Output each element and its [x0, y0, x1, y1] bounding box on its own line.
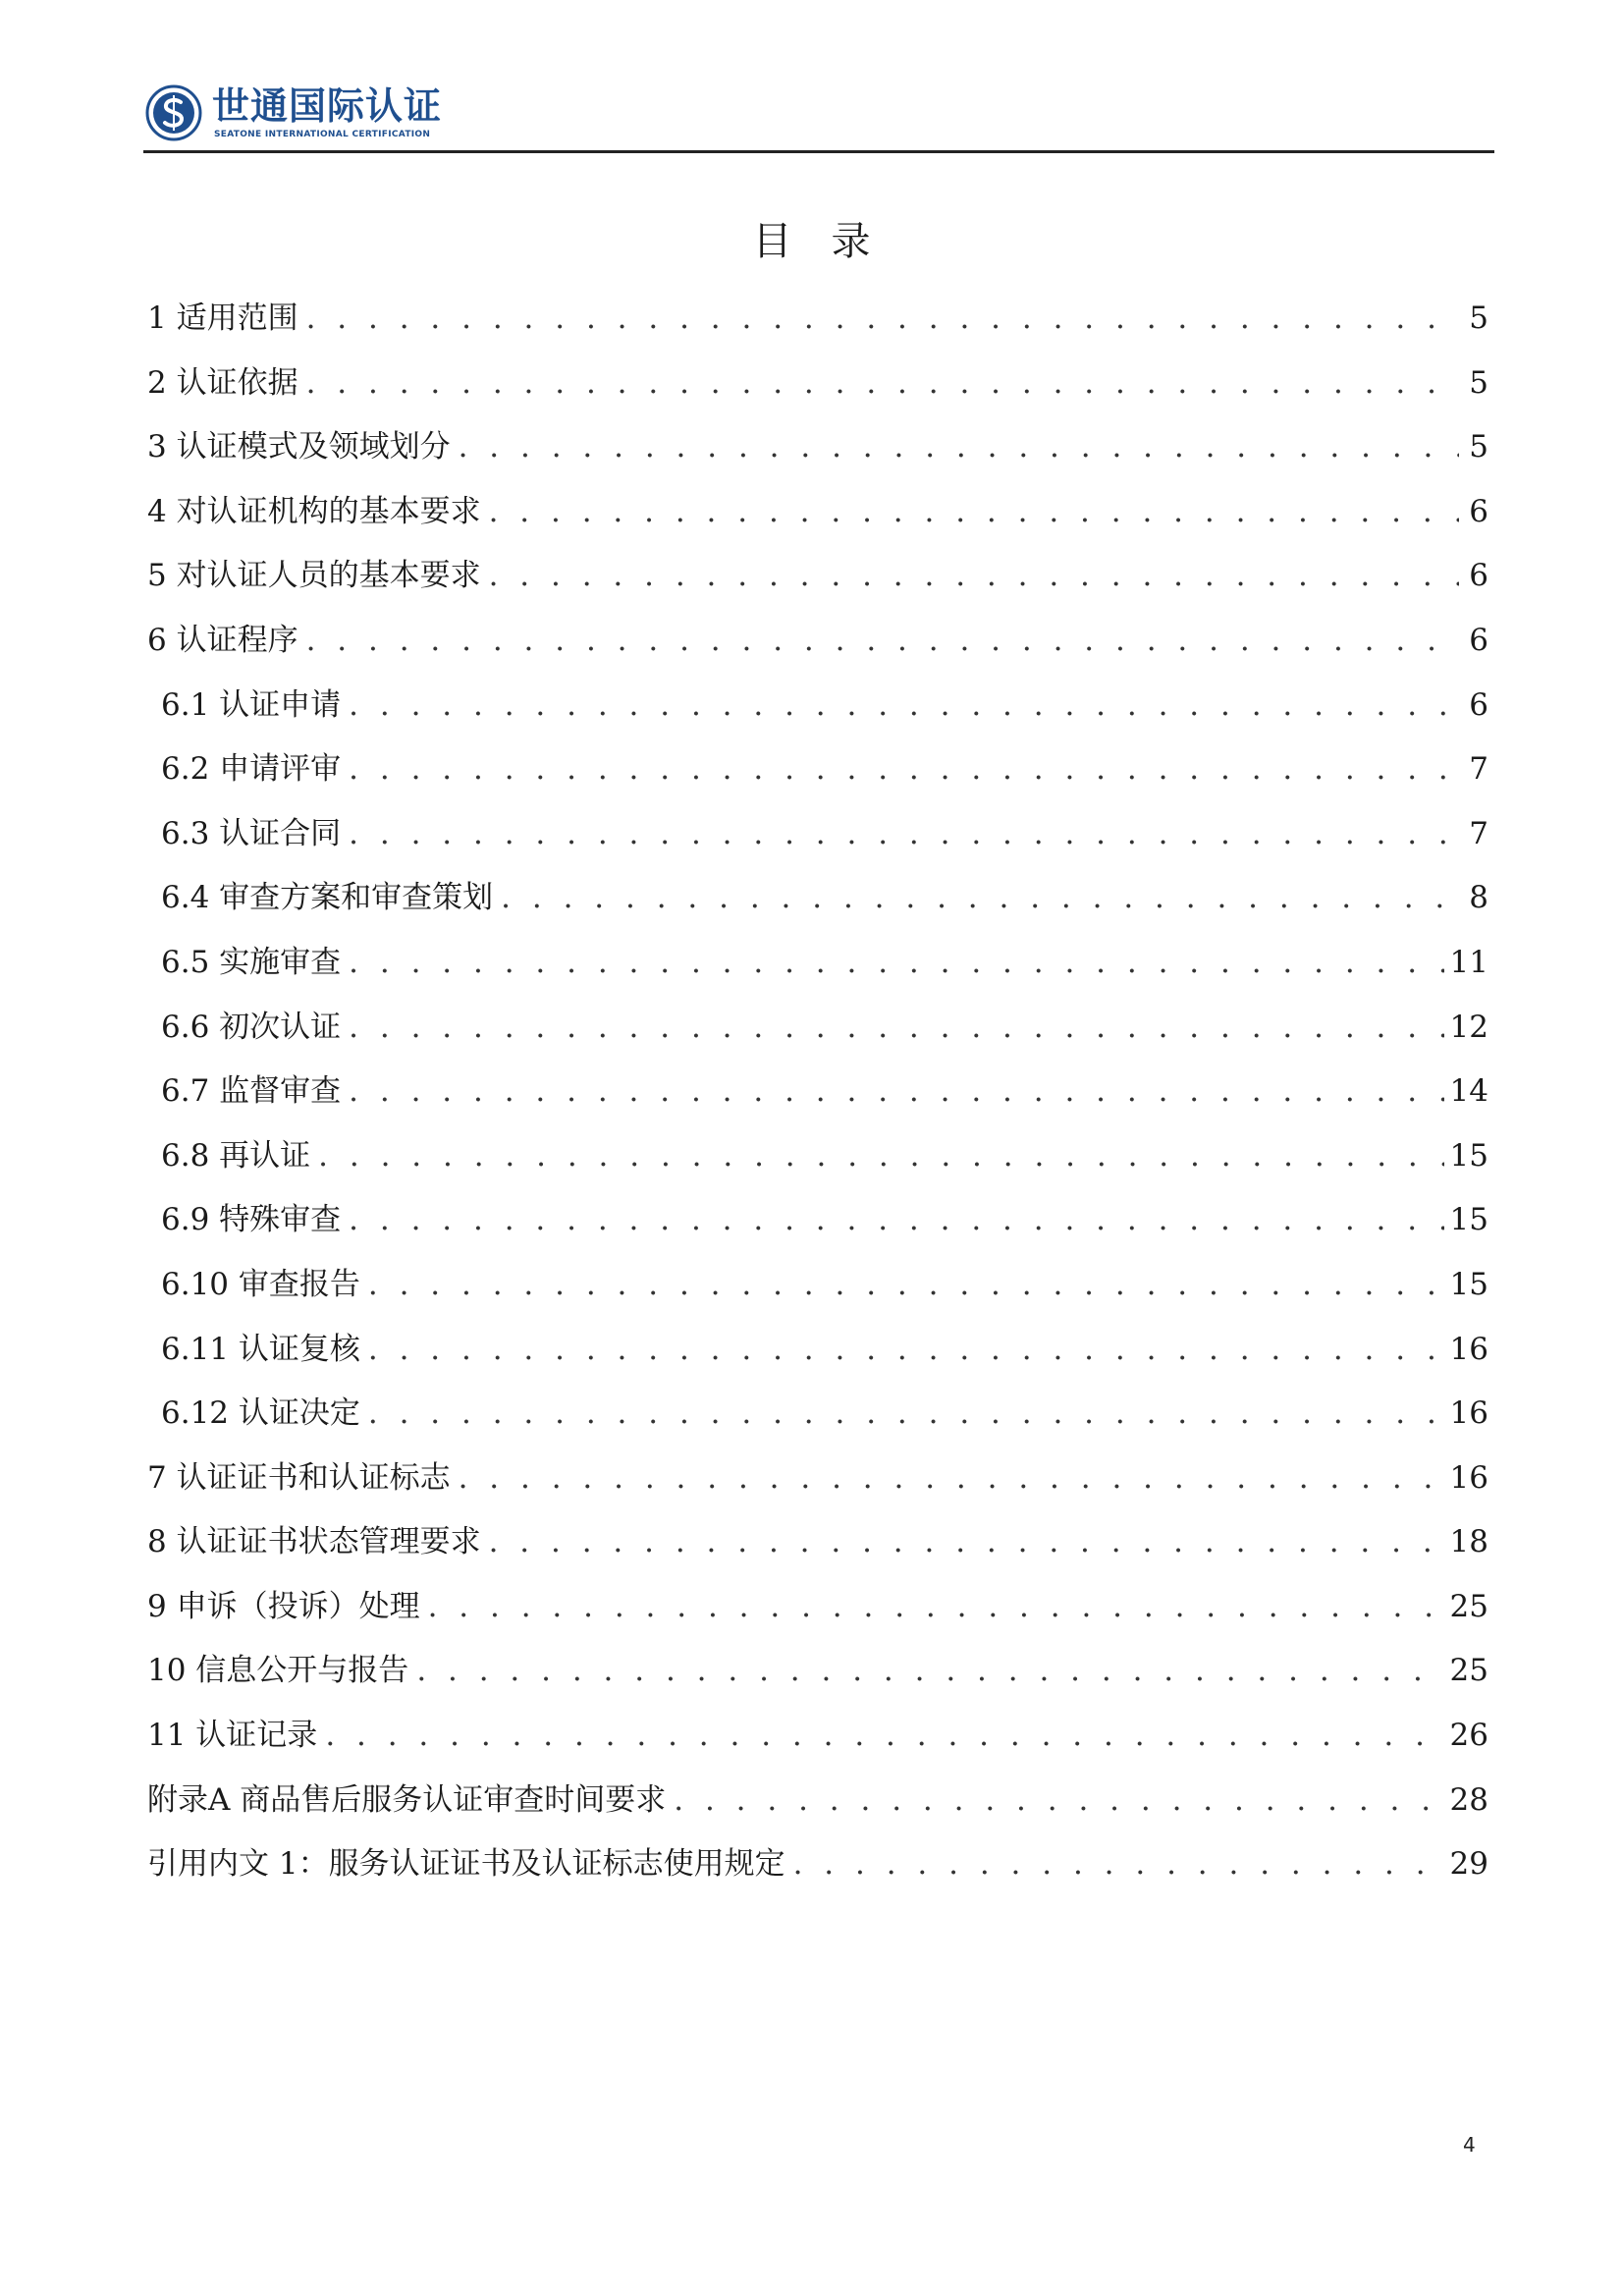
toc-entry-page: 6: [1469, 493, 1488, 529]
toc-title: 目录: [752, 219, 910, 264]
toc-entry-label: 6.2 申请评审: [161, 751, 342, 788]
toc-dot-leader: [489, 484, 1459, 539]
toc-entry-label: 6.7 监督审查: [161, 1073, 342, 1110]
toc-dot-leader: [306, 613, 1459, 668]
toc-dot-leader: [428, 1579, 1444, 1634]
toc-dot-leader: [349, 741, 1459, 796]
toc-entry-page: 25: [1449, 1588, 1488, 1624]
toc-entry-page: 15: [1449, 1202, 1488, 1238]
toc-entry-page: 26: [1449, 1718, 1488, 1754]
toc-entry[interactable]: [147, 1322, 1488, 1387]
toc-entry-page: 5: [1469, 429, 1488, 465]
toc-entry[interactable]: [147, 1514, 1488, 1579]
toc-entry-page: 14: [1449, 1073, 1488, 1110]
toc-entry-label: 7 认证证书和认证标志: [147, 1459, 451, 1496]
toc-entry-label: 6.5 实施审查: [161, 944, 342, 980]
toc-entry-label: 6.12 认证决定: [161, 1395, 360, 1432]
toc-entry[interactable]: [147, 806, 1488, 871]
toc-entry-label: 9 申诉（投诉）处理: [147, 1588, 420, 1624]
toc-dot-leader: [349, 1000, 1443, 1055]
toc-entry-page: 6: [1469, 558, 1488, 594]
toc-dot-leader: [306, 291, 1459, 346]
toc-entry[interactable]: [147, 1450, 1488, 1515]
toc-entry-label: 6.4 审查方案和审查策划: [161, 880, 494, 916]
toc-entry-label: 6.10 审查报告: [161, 1266, 360, 1302]
toc-entry-label: 1 适用范围: [147, 301, 298, 336]
toc-entry-label: 4 对认证机构的基本要求: [147, 493, 481, 529]
toc-entry[interactable]: [147, 1708, 1488, 1773]
toc-dot-leader: [368, 1257, 1444, 1312]
toc-entry[interactable]: [147, 291, 1488, 355]
toc-entry-page: 12: [1449, 1009, 1488, 1045]
toc-dot-leader: [793, 1836, 1444, 1891]
toc-entry[interactable]: [147, 1386, 1488, 1450]
toc-entry-label: 10 信息公开与报告: [147, 1653, 409, 1689]
toc-dot-leader: [318, 1128, 1443, 1183]
toc-dot-leader: [459, 419, 1459, 474]
toc-entry[interactable]: [147, 741, 1488, 806]
toc-entry-label: 2 认证依据: [147, 364, 298, 401]
toc-dot-leader: [349, 1192, 1443, 1247]
toc-entry[interactable]: [147, 1064, 1488, 1128]
page-header: [145, 79, 1492, 149]
toc-dot-leader: [459, 1450, 1444, 1505]
toc-entry-page: 16: [1449, 1331, 1488, 1367]
toc-dot-leader: [325, 1708, 1443, 1763]
toc-entry-label: 8 认证证书状态管理要求: [147, 1524, 481, 1560]
toc-entry-page: 6: [1469, 622, 1488, 658]
toc-entry-label: 6.3 认证合同: [161, 815, 342, 851]
toc-dot-leader: [368, 1322, 1444, 1377]
toc-entry-page: 11: [1449, 944, 1488, 980]
toc-entry-page: 29: [1449, 1846, 1488, 1883]
toc-entry-page: 5: [1469, 364, 1488, 401]
toc-entry[interactable]: [147, 1643, 1488, 1708]
table-of-contents: [147, 291, 1488, 1901]
toc-entry[interactable]: [147, 548, 1488, 613]
toc-entry-label: 附录A 商品售后服务认证审查时间要求: [147, 1781, 667, 1818]
toc-entry-page: 15: [1449, 1266, 1488, 1302]
toc-entry[interactable]: [147, 1257, 1488, 1322]
toc-entry-page: 8: [1469, 880, 1488, 916]
toc-entry[interactable]: [147, 1192, 1488, 1257]
toc-dot-leader: [349, 935, 1443, 990]
toc-entry-label: 5 对认证人员的基本要求: [147, 558, 481, 594]
toc-entry-page: 25: [1449, 1653, 1488, 1689]
toc-entry-label: 引用内文 1：服务认证证书及认证标志使用规定: [147, 1846, 785, 1883]
toc-entry-page: 16: [1449, 1395, 1488, 1432]
logo-text-english: SEATONE INTERNATIONAL CERTIFICATION: [214, 130, 431, 139]
toc-entry-label: 6.9 特殊审查: [161, 1202, 342, 1238]
toc-entry[interactable]: [147, 1836, 1488, 1901]
toc-entry[interactable]: [147, 935, 1488, 1000]
toc-dot-leader: [306, 355, 1459, 410]
toc-entry-label: 6 认证程序: [147, 622, 298, 658]
toc-entry-label: 6.8 再认证: [161, 1137, 311, 1174]
header-divider: [143, 150, 1494, 153]
toc-entry-page: 7: [1469, 751, 1488, 788]
toc-entry-label: 3 认证模式及领域划分: [147, 429, 451, 465]
logo-text-chinese: 世通国际认证: [212, 84, 443, 128]
toc-entry-page: 7: [1469, 815, 1488, 851]
toc-entry-page: 15: [1449, 1137, 1488, 1174]
toc-dot-leader: [674, 1773, 1443, 1828]
seatone-s-logo-icon: [145, 84, 202, 141]
toc-entry[interactable]: [147, 1128, 1488, 1193]
page-number: 4: [1463, 2133, 1476, 2157]
toc-entry[interactable]: [147, 613, 1488, 678]
toc-dot-leader: [416, 1643, 1443, 1698]
toc-dot-leader: [489, 548, 1459, 603]
toc-entry-label: 6.6 初次认证: [161, 1009, 342, 1045]
toc-entry-page: 5: [1469, 301, 1488, 336]
toc-entry[interactable]: [147, 419, 1488, 484]
toc-entry-page: 6: [1469, 686, 1488, 723]
toc-dot-leader: [501, 870, 1459, 925]
toc-dot-leader: [368, 1386, 1444, 1441]
toc-dot-leader: [489, 1514, 1444, 1569]
toc-dot-leader: [349, 806, 1459, 861]
toc-entry[interactable]: [147, 1000, 1488, 1065]
toc-entry[interactable]: [147, 1579, 1488, 1644]
toc-entry[interactable]: [147, 678, 1488, 742]
toc-entry[interactable]: [147, 484, 1488, 549]
toc-dot-leader: [349, 678, 1459, 733]
toc-entry[interactable]: [147, 870, 1488, 935]
toc-entry[interactable]: [147, 1773, 1488, 1837]
toc-entry-page: 16: [1449, 1459, 1488, 1496]
toc-entry-label: 11 认证记录: [147, 1718, 318, 1754]
toc-entry-page: 18: [1449, 1524, 1488, 1560]
toc-entry-label: 6.1 认证申请: [161, 686, 342, 723]
toc-dot-leader: [349, 1064, 1443, 1119]
toc-entry-page: 28: [1449, 1781, 1488, 1818]
toc-entry[interactable]: [147, 355, 1488, 420]
toc-entry-label: 6.11 认证复核: [161, 1331, 360, 1367]
